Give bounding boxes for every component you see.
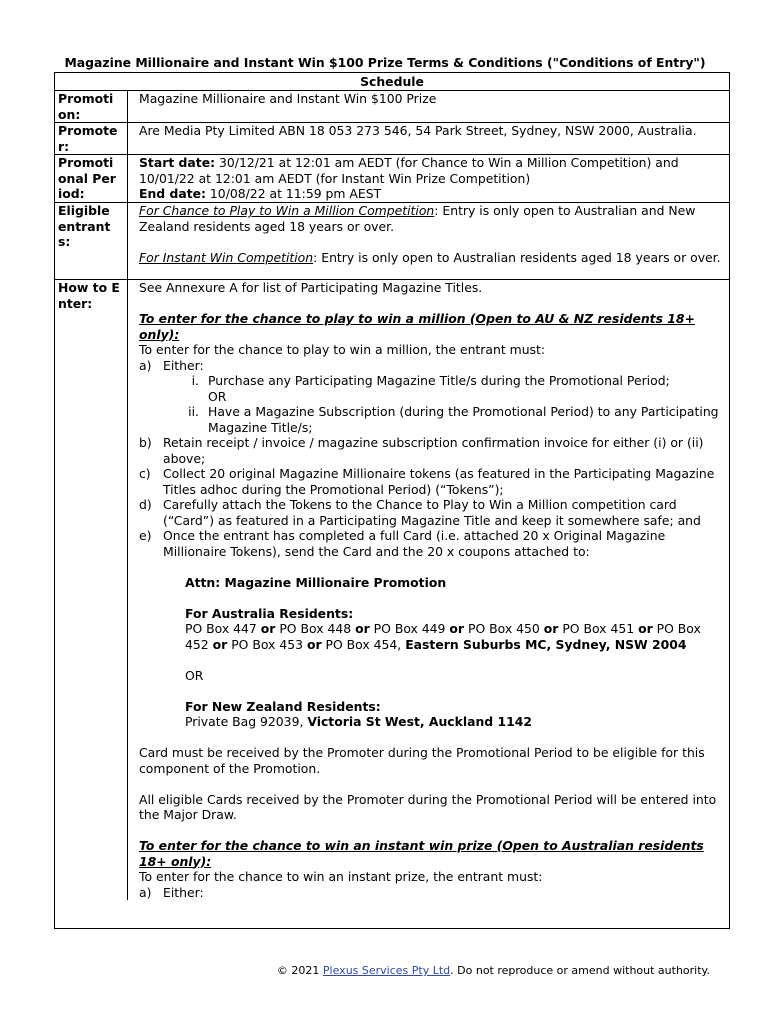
- value-eligible: [128, 203, 729, 279]
- row-eligible-entrants: [55, 203, 729, 280]
- or-separator: OR: [185, 667, 204, 683]
- nz-residents-heading: For New Zealand Residents:: [185, 698, 381, 714]
- nz-address: Private Bag 92039, Victoria St West, Auckland 1142: [185, 714, 532, 729]
- footer-notice: . Do not reproduce or amend without authority.: [450, 964, 710, 977]
- plexus-services-link[interactable]: Plexus Services Pty Ltd: [322, 964, 451, 977]
- list-item: a) Either: i. Purchase any Participating Magazine Title/s during the Promotional Period; OR ii. Have a Magazine Subscription (during the Promotional Period) to any Participating Magazine Title/s;: [139, 358, 721, 436]
- end-date-value: 10/08/22 at 11:59 pm AEST: [205, 186, 382, 201]
- list-item: e) Once the entrant has completed a full Card (i.e. attached 20 x Original Magazine Millionaire Tokens), send the Card and the 20 x coupons attached to:: [139, 528, 666, 559]
- card-received-note: Card must be received by the Promoter during the Promotional Period to be eligible for this component of the Promotion.: [139, 745, 705, 776]
- mailing-address-block: [139, 575, 721, 730]
- document-title: Magazine Millionaire and Instant Win $100 Prize Terms & Conditions ("Conditions of Entry"): [64, 55, 706, 70]
- copyright-text: © 2021: [276, 964, 323, 977]
- au-residents-heading: For Australia Residents:: [185, 605, 354, 621]
- label-promotion: Promotion:: [55, 91, 128, 122]
- end-date-label: End date:: [139, 186, 206, 201]
- instant-entry-heading: To enter for the chance to win an instant win prize (Open to Australian residents 18+ only):: [139, 838, 704, 869]
- or-separator: OR: [208, 388, 227, 404]
- major-draw-note: All eligible Cards received by the Promoter during the Promotional Period will be entered into the Major Draw.: [139, 791, 717, 822]
- million-entry-intro: To enter for the chance to play to win a million, the entrant must:: [139, 342, 546, 357]
- list-item: c) Collect 20 original Magazine Millionaire tokens (as featured in the Participating Magazine Titles adhoc during the Promotional Period) (“Tokens”);: [139, 466, 715, 497]
- start-date-label: Start date:: [139, 155, 216, 170]
- either-options: [163, 373, 721, 435]
- attn-line: Attn: Magazine Millionaire Promotion: [185, 574, 447, 590]
- row-promotional-period: [55, 155, 729, 203]
- label-period: Promotional Period:: [55, 155, 128, 202]
- instant-competition-heading: For Instant Win Competition: [139, 249, 314, 265]
- instant-entry-intro: To enter for the chance to win an instant prize, the entrant must:: [139, 869, 543, 884]
- label-promoter: Promoter:: [55, 123, 128, 154]
- value-how-to-enter: [128, 280, 729, 900]
- million-entry-steps: [139, 358, 721, 560]
- list-item: d) Carefully attach the Tokens to the Chance to Play to Win a Million competition card (“Card”) as featured in a Participating Magazine Title and keep it somewhere safe; and: [139, 497, 701, 528]
- value-promoter: Are Media Pty Limited ABN 18 053 273 546, 54 Park Street, Sydney, NSW 2000, Australia.: [139, 123, 697, 138]
- list-item: i. Purchase any Participating Magazine Title/s during the Promotional Period; OR: [191, 373, 670, 404]
- row-promoter: [55, 123, 729, 155]
- start-date-value: 30/12/21 at 12:01 am AEDT (for Chance to Win a Million Competition) and 10/01/22 at 12:01 am AEDT (for Instant Win Prize Competition): [139, 155, 679, 186]
- row-how-to-enter: [55, 280, 729, 900]
- instant-entry-steps: [139, 885, 721, 901]
- million-competition-heading: For Chance to Play to Win a Million Competition: [139, 203, 435, 218]
- list-item: a) Either:: [139, 884, 204, 900]
- million-eligibility-text: : Entry is only open to Australian and New Zealand residents aged 18 years or over.: [139, 203, 696, 234]
- list-item: b) Retain receipt / invoice / magazine subscription confirmation invoice for either (i) or (ii) above;: [139, 435, 704, 466]
- million-entry-heading: To enter for the chance to play to win a million (Open to AU & NZ residents 18+ only):: [139, 311, 695, 342]
- list-item: ii. Have a Magazine Subscription (during the Promotional Period) to any Participating Magazine Title/s;: [188, 404, 719, 435]
- schedule-header: Schedule: [55, 73, 729, 91]
- au-address: PO Box 447 or PO Box 448 or PO Box 449 or PO Box 450 or PO Box 451 or PO Box 452 or PO Box 453 or PO Box 454, Eastern Suburbs MC, Sydney, NSW 2004: [185, 621, 701, 652]
- value-promotion: Magazine Millionaire and Instant Win $100 Prize: [139, 91, 437, 106]
- value-period: [128, 155, 729, 202]
- instant-eligibility-text: : Entry is only open to Australian residents aged 18 years or over.: [313, 249, 721, 265]
- label-eligible: Eligible entrants:: [55, 203, 128, 279]
- page-footer: [0, 964, 710, 978]
- label-how-to-enter: How to Enter:: [55, 280, 128, 900]
- annexure-note: See Annexure A for list of Participating Magazine Titles.: [139, 280, 483, 295]
- row-promotion: [55, 91, 729, 123]
- schedule-table: [54, 72, 730, 929]
